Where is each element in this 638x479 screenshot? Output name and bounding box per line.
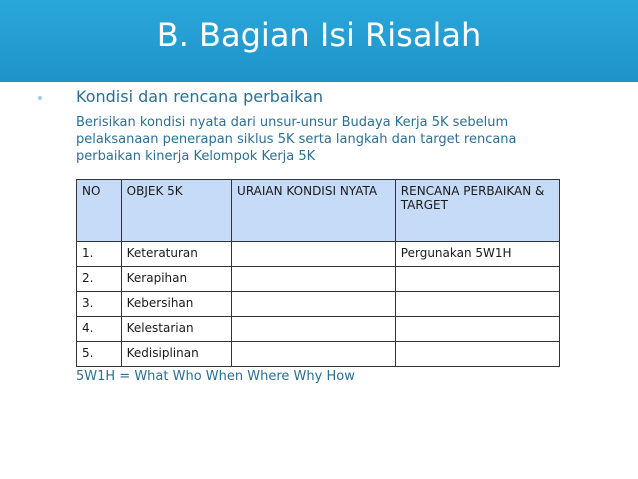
table-cell <box>232 317 396 342</box>
table-cell: Kebersihan <box>121 292 231 317</box>
table-cell: Kedisiplinan <box>121 342 231 367</box>
col-header-uraian: URAIAN KONDISI NYATA <box>232 180 396 242</box>
table-cell: Kelestarian <box>121 317 231 342</box>
table-cell: 2. <box>77 267 122 292</box>
slide-title: B. Bagian Isi Risalah <box>156 16 482 54</box>
section-subheading: Kondisi dan rencana perbaikan <box>76 87 324 106</box>
table-cell: 5. <box>77 342 122 367</box>
table-cell <box>395 342 559 367</box>
col-header-objek: OBJEK 5K <box>121 180 231 242</box>
table-cell <box>395 317 559 342</box>
table-cell: 1. <box>77 242 122 267</box>
table-row <box>77 267 560 292</box>
table-cell <box>395 267 559 292</box>
table-cell: 3. <box>77 292 122 317</box>
table-cell <box>232 292 396 317</box>
bullet-icon <box>38 96 60 102</box>
col-header-rencana: RENCANA PERBAIKAN & TARGET <box>395 180 559 242</box>
table-row <box>77 342 560 367</box>
title-banner <box>0 0 638 82</box>
table-cell: Kerapihan <box>121 267 231 292</box>
col-header-no: NO <box>77 180 122 242</box>
table-header-row <box>77 180 560 242</box>
table-cell <box>232 242 396 267</box>
table-row <box>77 292 560 317</box>
table-cell: Keteraturan <box>121 242 231 267</box>
table-cell: 4. <box>77 317 122 342</box>
table-row <box>77 242 560 267</box>
table-cell <box>232 267 396 292</box>
table-cell <box>395 292 559 317</box>
footnote-5w1h: 5W1H = What Who When Where Why How <box>76 369 355 384</box>
table-row <box>77 317 560 342</box>
table-cell: Pergunakan 5W1H <box>395 242 559 267</box>
table-cell <box>232 342 396 367</box>
section-description: Berisikan kondisi nyata dari unsur-unsur Budaya Kerja 5K sebelum pelaksanaan penerapan siklus 5K serta langkah dan target rencana perbaikan kinerja Kelompok Kerja 5K <box>76 115 517 164</box>
risalah-table <box>76 179 560 367</box>
